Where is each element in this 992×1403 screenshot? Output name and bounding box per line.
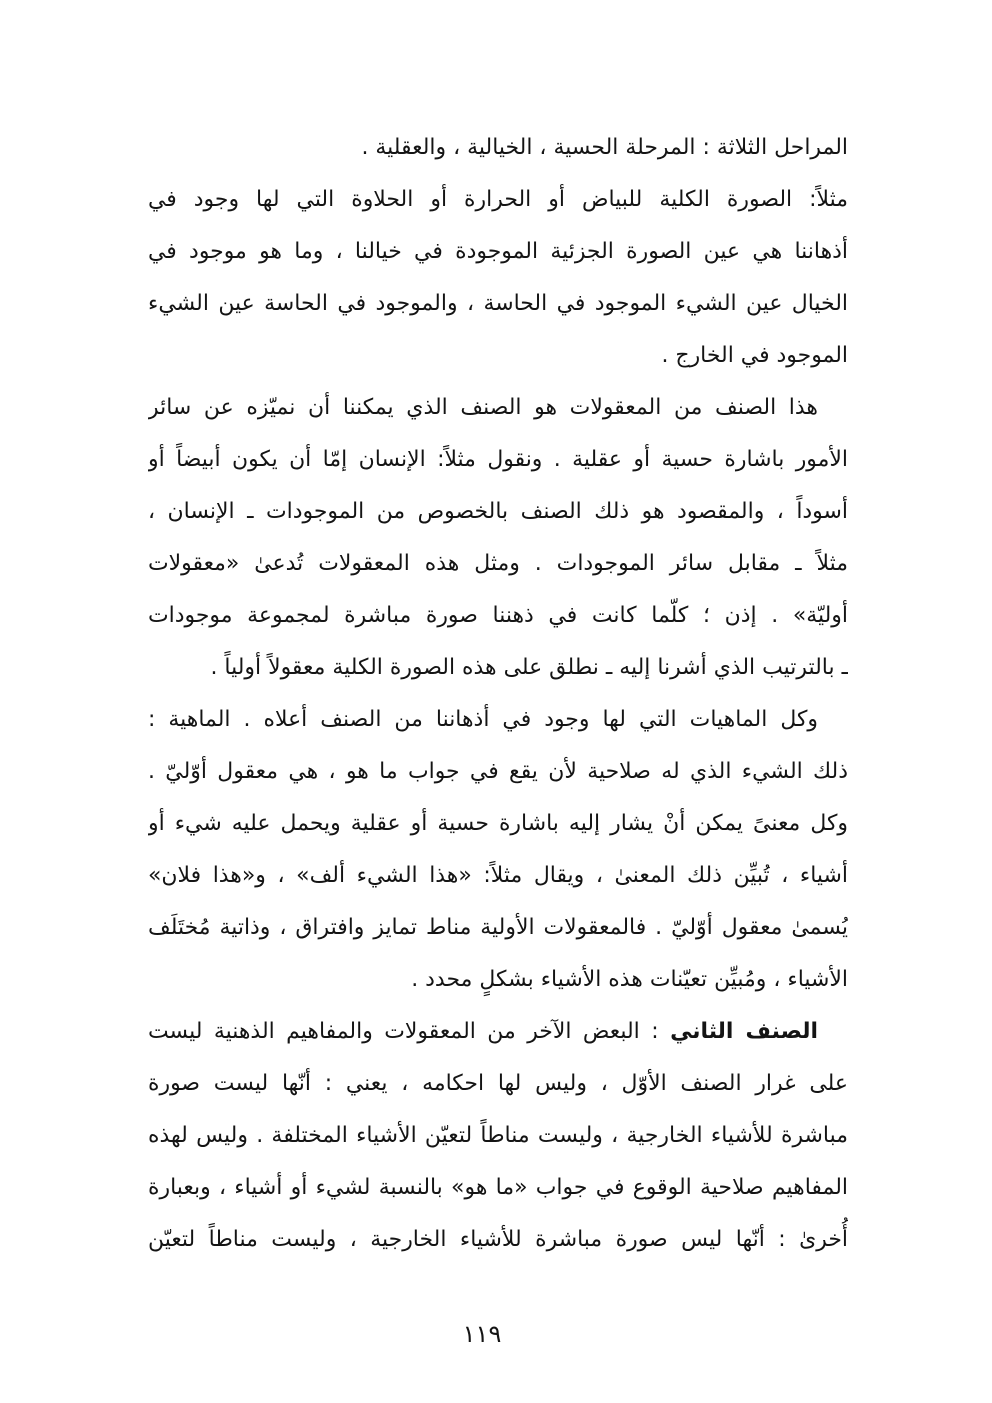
text-line: أسوداً ، والمقصود هو ذلك الصنف بالخصوص من الموجودات ـ الإنسان ، [148, 499, 848, 524]
text-line: مثلاً: الصورة الكلية للبياض أو الحرارة أو الحلاوة التي لها وجود في [148, 187, 848, 212]
paragraph [148, 382, 848, 694]
text-line [148, 1006, 848, 1058]
text-line: الموجود في الخارج . [661, 343, 848, 368]
text-line: هذا الصنف من المعقولات هو الصنف الذي يمكننا أن نميّزه عن سائر [148, 395, 818, 420]
page-number: ١١٩ [462, 1320, 502, 1348]
paragraph [148, 174, 848, 382]
text-line: أوليّة» . إذن ؛ كلّما كانت في ذهننا صورة مباشرة لمجموعة موجودات [148, 603, 848, 628]
section-heading: الصنف الثاني [670, 1019, 819, 1044]
text-line: أُخرىٰ : أنّها ليس صورة مباشرة للأشياء الخارجية ، وليست مناطاً لتعيّن [148, 1227, 848, 1252]
text-line: أذهاننا هي عين الصورة الجزئية الموجودة في خيالنا ، وما هو موجود في [148, 239, 848, 264]
body-text [148, 122, 848, 1266]
text-line: أشياء ، تُبيِّن ذلك المعنىٰ ، ويقال مثلاً: «هذا الشيء ألف» ، و«هذا فلان» [148, 863, 848, 888]
text-run: : البعض الآخر من المعقولات والمفاهيم الذهنية ليست [148, 1019, 659, 1044]
text-line: الأشياء ، ومُبيِّن تعيّنات هذه الأشياء بشكلٍ محدد . [411, 967, 848, 992]
text-line: المراحل الثلاثة : المرحلة الحسية ، الخيالية ، والعقلية . [361, 135, 848, 160]
text-line: ذلك الشيء الذي له صلاحية لأن يقع في جواب ما هو ، هي معقول أوّليّ . [148, 759, 848, 784]
text-line: المفاهيم صلاحية الوقوع في جواب «ما هو» بالنسبة لشيء أو أشياء ، وبعبارة [148, 1175, 848, 1200]
paragraph [148, 1006, 848, 1266]
paragraph [148, 694, 848, 1006]
text-line: مثلاً ـ مقابل سائر الموجودات . ومثل هذه المعقولات تُدعىٰ «معقولات [148, 551, 848, 576]
text-line: الأمور باشارة حسية أو عقلية . ونقول مثلاً: الإنسان إمّا أن يكون أبيضاً أو [148, 447, 848, 472]
text-line: ـ بالترتيب الذي أشرنا إليه ـ نطلق على هذه الصورة الكلية معقولاً أولياً . [210, 655, 848, 680]
paragraph [148, 122, 848, 174]
text-line: يُسمىٰ معقول أوّليّ . فالمعقولات الأولية مناط تمايز وافتراق ، وذاتية مُختَلَف [148, 915, 848, 940]
text-line: وكل معنىً يمكن أنْ يشار إليه باشارة حسية أو عقلية ويحمل عليه شيء أو [148, 811, 848, 836]
text-line: على غرار الصنف الأوّل ، وليس لها احكامه ، يعني : أنّها ليست صورة [148, 1071, 848, 1096]
text-line: مباشرة للأشياء الخارجية ، وليست مناطاً لتعيّن الأشياء المختلفة . وليس لهذه [148, 1123, 848, 1148]
text-line: الخيال عين الشيء الموجود في الحاسة ، والموجود في الحاسة عين الشيء [148, 291, 848, 316]
text-line: وكل الماهيات التي لها وجود في أذهاننا من الصنف أعلاه . الماهية : [148, 707, 818, 732]
